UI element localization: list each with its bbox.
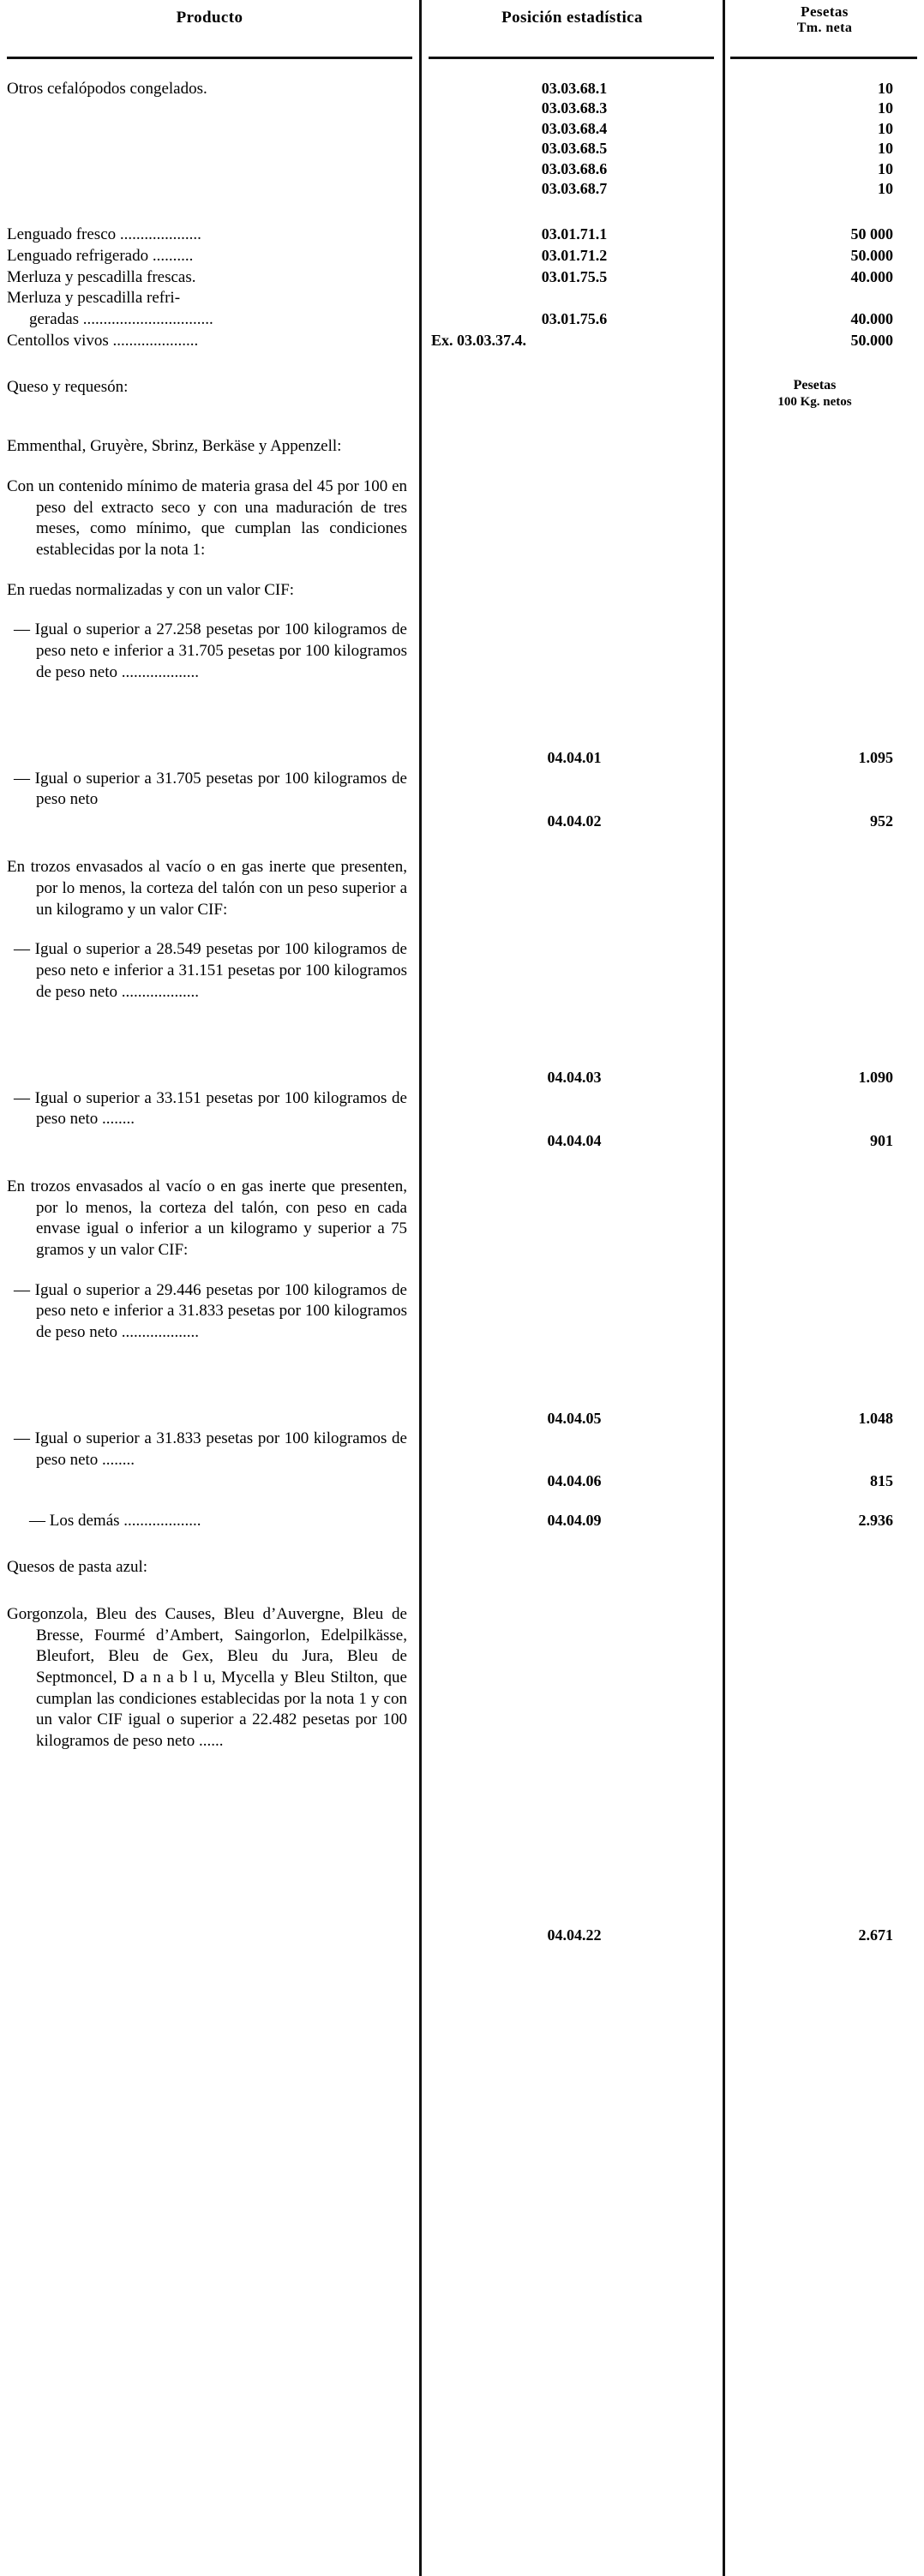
value-cell xyxy=(723,246,924,266)
value-cell xyxy=(723,620,924,768)
value-amount: 40.000 xyxy=(850,267,893,285)
spacer xyxy=(0,561,924,580)
section-heading-queso: Queso y requesón: xyxy=(7,378,129,397)
tariff-item-text: — Igual o superior a 31.833 pesetas por 100 kilogramos de peso neto ........ xyxy=(14,1429,407,1469)
value-amount: 2.936 xyxy=(858,1511,893,1529)
position-cell xyxy=(419,246,723,266)
position-code: 03.01.75.5 xyxy=(541,267,608,285)
subsection-heading-trozos-2: En trozos envasados al vacío o en gas inerte que presenten, por lo menos, la corteza del talón, con peso en cada envase igual o inferior a un kilogramo y superior a 75 gramos y un valor CIF: xyxy=(7,1177,407,1260)
spacer xyxy=(0,1531,924,1557)
value-cell xyxy=(723,769,924,831)
column-header-posicion-estadistica: Posición estadística xyxy=(501,9,643,27)
section-heading-pasta-azul: Quesos de pasta azul: xyxy=(7,1558,148,1577)
units-note xyxy=(723,377,907,410)
column-header-producto: Producto xyxy=(176,9,243,27)
spacer xyxy=(0,458,924,476)
table-row xyxy=(0,769,924,831)
spacer xyxy=(0,199,924,225)
position-cell xyxy=(419,331,723,350)
spacer xyxy=(0,1261,924,1280)
table-row xyxy=(0,79,924,199)
units-note-line1: Pesetas xyxy=(793,378,837,393)
position-code: Ex. 03.03.37.4. xyxy=(431,331,527,349)
table-row xyxy=(0,288,924,330)
header-rule-posicion xyxy=(429,57,714,59)
value-amount: 10 xyxy=(878,119,893,137)
product-label: Lenguado fresco .................... xyxy=(7,225,201,244)
pasta-azul-description: Gorgonzola, Bleu des Causes, Bleu d’Auvergne, Bleu de Bresse, Fourmé d’Ambert, Saingorlon, Edelpilkässe, Bleufort, Bleu de Gex, Bleu du Jura, Bleu de Septmoncel, D a n a b l u, Mycella y Bleu Stilton, que cumplan las condiciones establecidas por la nota 1 y con un valor CIF igual o superior a 22.482 pesetas por 100 kilogramos de peso neto ...... xyxy=(7,1604,407,1750)
table-row xyxy=(0,1177,924,1261)
position-code: 03.01.71.1 xyxy=(541,225,608,243)
spacer xyxy=(0,1492,924,1511)
spacer xyxy=(0,1151,924,1177)
table-row xyxy=(0,476,924,561)
table-row xyxy=(0,939,924,1087)
position-cell xyxy=(419,288,723,329)
product-cell xyxy=(0,769,419,811)
table-row xyxy=(0,1511,924,1532)
position-code: 03.01.75.6 xyxy=(541,310,608,328)
product-cell xyxy=(0,580,419,602)
product-cell xyxy=(0,225,419,246)
value-amount: 1.048 xyxy=(858,1409,893,1427)
product-label: Lenguado refrigerado .......... xyxy=(7,247,194,266)
header-rule-producto xyxy=(7,57,412,59)
table-row xyxy=(0,1280,924,1429)
table-header xyxy=(0,0,924,60)
value-amount: 815 xyxy=(870,1472,893,1490)
position-cell xyxy=(419,1429,723,1491)
product-label: Centollos vivos ..................... xyxy=(7,331,199,350)
position-code: 03.03.68.7 xyxy=(541,179,608,197)
value-cell xyxy=(723,1429,924,1491)
value-amount: 10 xyxy=(878,159,893,177)
value-amount: 1.095 xyxy=(858,749,893,767)
position-code: 03.03.68.1 xyxy=(541,80,608,97)
subsection-heading-ruedas: En ruedas normalizadas y con un valor CIF: xyxy=(7,580,295,599)
value-amount: 10 xyxy=(878,80,893,97)
product-label: Merluza y pescadilla frescas. xyxy=(7,267,196,286)
position-code: 04.04.22 xyxy=(547,1926,602,1944)
column-header-pesetas-line2: Tm. neta xyxy=(796,21,853,36)
cheese-group-emmenthal: Emmenthal, Gruyère, Sbrinz, Berkäse y Appenzell: xyxy=(7,437,342,456)
position-code: 03.03.68.6 xyxy=(541,159,608,177)
value-cell xyxy=(723,939,924,1087)
position-cell xyxy=(419,79,723,199)
subsection-heading-trozos-1: En trozos envasados al vacío o en gas inerte que presenten, por lo menos, la corteza del talón con un peso superior a un kilogramo y un valor CIF: xyxy=(7,858,407,919)
units-note-line2: 100 Kg. netos xyxy=(777,395,852,410)
column-header-pesetas xyxy=(725,3,924,37)
table-body xyxy=(0,60,924,1945)
spacer xyxy=(0,1579,924,1604)
value-amount: 10 xyxy=(878,179,893,197)
position-code: 04.04.09 xyxy=(547,1511,602,1529)
position-code: 04.04.05 xyxy=(547,1409,602,1427)
product-cell xyxy=(0,331,419,352)
value-amount: 1.090 xyxy=(858,1069,893,1087)
value-cell xyxy=(723,288,924,329)
value-amount: 10 xyxy=(878,140,893,158)
value-amount: 50 000 xyxy=(850,225,893,243)
position-code: 04.04.04 xyxy=(547,1131,602,1149)
product-cell xyxy=(0,377,419,398)
product-cell xyxy=(0,620,419,683)
product-cell xyxy=(0,436,419,458)
spacer xyxy=(0,601,924,620)
position-code: 04.04.02 xyxy=(547,812,602,830)
position-cell xyxy=(419,1088,723,1151)
table-row xyxy=(0,377,924,410)
product-cell xyxy=(0,288,419,330)
value-amount: 2.671 xyxy=(858,1926,893,1944)
position-cell xyxy=(419,1604,723,1945)
product-cell xyxy=(0,857,419,920)
tariff-item-text: — Igual o superior a 29.446 pesetas por 100 kilogramos de peso neto e inferior a 31.833 pesetas por 100 kilogramos de peso neto ................... xyxy=(14,1280,407,1342)
table-row xyxy=(0,857,924,920)
product-cell xyxy=(0,1280,419,1344)
table-row xyxy=(0,620,924,768)
value-cell xyxy=(723,377,924,410)
value-amount: 952 xyxy=(870,812,893,830)
value-amount: 50.000 xyxy=(850,331,893,349)
position-code: 03.03.68.4 xyxy=(541,119,608,137)
tariff-item-text: — Los demás ................... xyxy=(29,1511,201,1530)
product-label-cont: geradas ................................ xyxy=(29,310,213,329)
product-cell xyxy=(0,267,419,289)
product-cell xyxy=(0,246,419,267)
spacer xyxy=(0,831,924,857)
spacer xyxy=(0,60,924,79)
position-cell xyxy=(419,769,723,831)
product-cell xyxy=(0,1429,419,1471)
position-cell xyxy=(419,620,723,768)
product-cell xyxy=(0,1604,419,1752)
tariff-item-text: — Igual o superior a 28.549 pesetas por 100 kilogramos de peso neto e inferior a 31.151 pesetas por 100 kilogramos de peso neto ................... xyxy=(14,940,407,1001)
table-row xyxy=(0,580,924,602)
product-cell xyxy=(0,1088,419,1130)
position-cell xyxy=(419,225,723,244)
table-row xyxy=(0,331,924,352)
position-code: 03.01.71.2 xyxy=(541,247,608,265)
value-cell xyxy=(723,1604,924,1945)
product-cell xyxy=(0,939,419,1003)
product-cell xyxy=(0,1557,419,1579)
product-cell xyxy=(0,79,419,100)
table-row xyxy=(0,246,924,267)
value-cell xyxy=(723,1511,924,1531)
table-row xyxy=(0,1429,924,1491)
tariff-item-text: — Igual o superior a 33.151 pesetas por 100 kilogramos de peso neto ........ xyxy=(14,1088,407,1129)
value-cell xyxy=(723,1280,924,1429)
table-row xyxy=(0,1604,924,1945)
product-label: Otros cefalópodos congelados. xyxy=(7,80,207,98)
position-cell xyxy=(419,939,723,1087)
position-code: 04.04.06 xyxy=(547,1472,602,1490)
position-code: 03.03.68.3 xyxy=(541,99,608,117)
table-row xyxy=(0,436,924,458)
value-cell xyxy=(723,267,924,287)
product-cell xyxy=(0,1511,419,1532)
position-code: 03.03.68.5 xyxy=(541,140,608,158)
value-cell xyxy=(723,1088,924,1151)
value-cell xyxy=(723,79,924,199)
table-row xyxy=(0,267,924,289)
spacer xyxy=(0,920,924,939)
header-rule-pesetas xyxy=(730,57,917,59)
table-row xyxy=(0,1088,924,1151)
value-cell xyxy=(723,331,924,350)
value-amount: 10 xyxy=(878,99,893,117)
tariff-item-text: — Igual o superior a 31.705 pesetas por 100 kilogramos de peso neto xyxy=(14,769,407,809)
product-cell xyxy=(0,1177,419,1261)
tariff-item-text: — Igual o superior a 27.258 pesetas por 100 kilogramos de peso neto e inferior a 31.705 pesetas por 100 kilogramos de peso neto ................... xyxy=(14,620,407,681)
position-code: 04.04.01 xyxy=(547,749,602,767)
position-cell xyxy=(419,267,723,287)
position-code: 04.04.03 xyxy=(547,1069,602,1087)
position-cell xyxy=(419,1280,723,1429)
spacer xyxy=(0,410,924,436)
position-cell xyxy=(419,1511,723,1531)
column-header-pesetas-line1: Pesetas xyxy=(801,3,849,20)
table-row xyxy=(0,225,924,246)
emmenthal-conditions: Con un contenido mínimo de materia grasa del 45 por 100 en peso del extracto seco y con una maduración de tres meses, como mínimo, que cumplan las condiciones establecidas por la nota 1: xyxy=(7,476,407,559)
product-label: Merluza y pescadilla refri- xyxy=(7,289,181,308)
table-row xyxy=(0,1557,924,1579)
value-amount: 40.000 xyxy=(850,310,893,328)
spacer xyxy=(0,351,924,377)
value-amount: 901 xyxy=(870,1131,893,1149)
value-cell xyxy=(723,225,924,244)
product-cell xyxy=(0,476,419,561)
value-amount: 50.000 xyxy=(850,247,893,265)
